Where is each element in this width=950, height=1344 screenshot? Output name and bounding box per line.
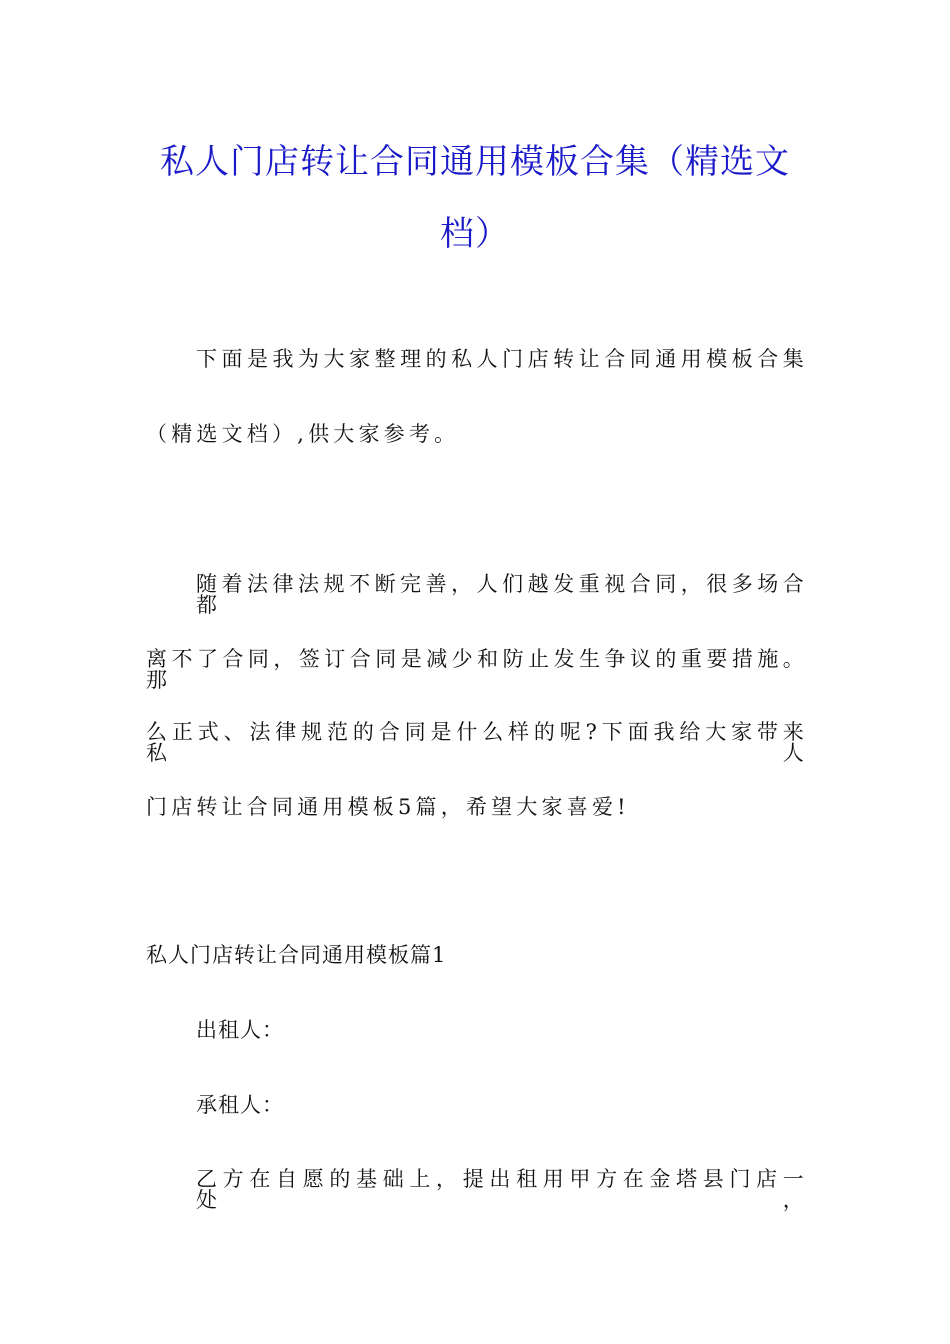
intro-paragraph-line-1: 下面是我为大家整理的私人门店转让合同通用模板合集 — [196, 347, 808, 371]
intro-paragraph-line-2: （精选文档）,供大家参考。 — [146, 422, 460, 446]
clause-paragraph-line-1: 乙方在自愿的基础上，提出租用甲方在金塔县门店一处， — [196, 1167, 808, 1212]
lessor-label: 出租人： — [196, 1018, 284, 1042]
body-paragraph-line-3: 么正式、法律规范的合同是什么样的呢?下面我给大家带来私人 — [146, 720, 808, 765]
body-paragraph-line-2: 离不了合同，签订合同是减少和防止发生争议的重要措施。那 — [146, 647, 808, 692]
body-paragraph-line-1: 随着法律法规不断完善，人们越发重视合同，很多场合都 — [196, 572, 808, 617]
document-title-line-1: 私人门店转让合同通用模板合集（精选文 — [160, 142, 790, 182]
document-title-line-2: 档） — [440, 214, 510, 254]
lessee-label: 承租人： — [196, 1093, 284, 1117]
body-paragraph-line-4: 门店转让合同通用模板5篇，希望大家喜爱! — [146, 795, 630, 819]
section-heading: 私人门店转让合同通用模板篇1 — [146, 943, 447, 967]
